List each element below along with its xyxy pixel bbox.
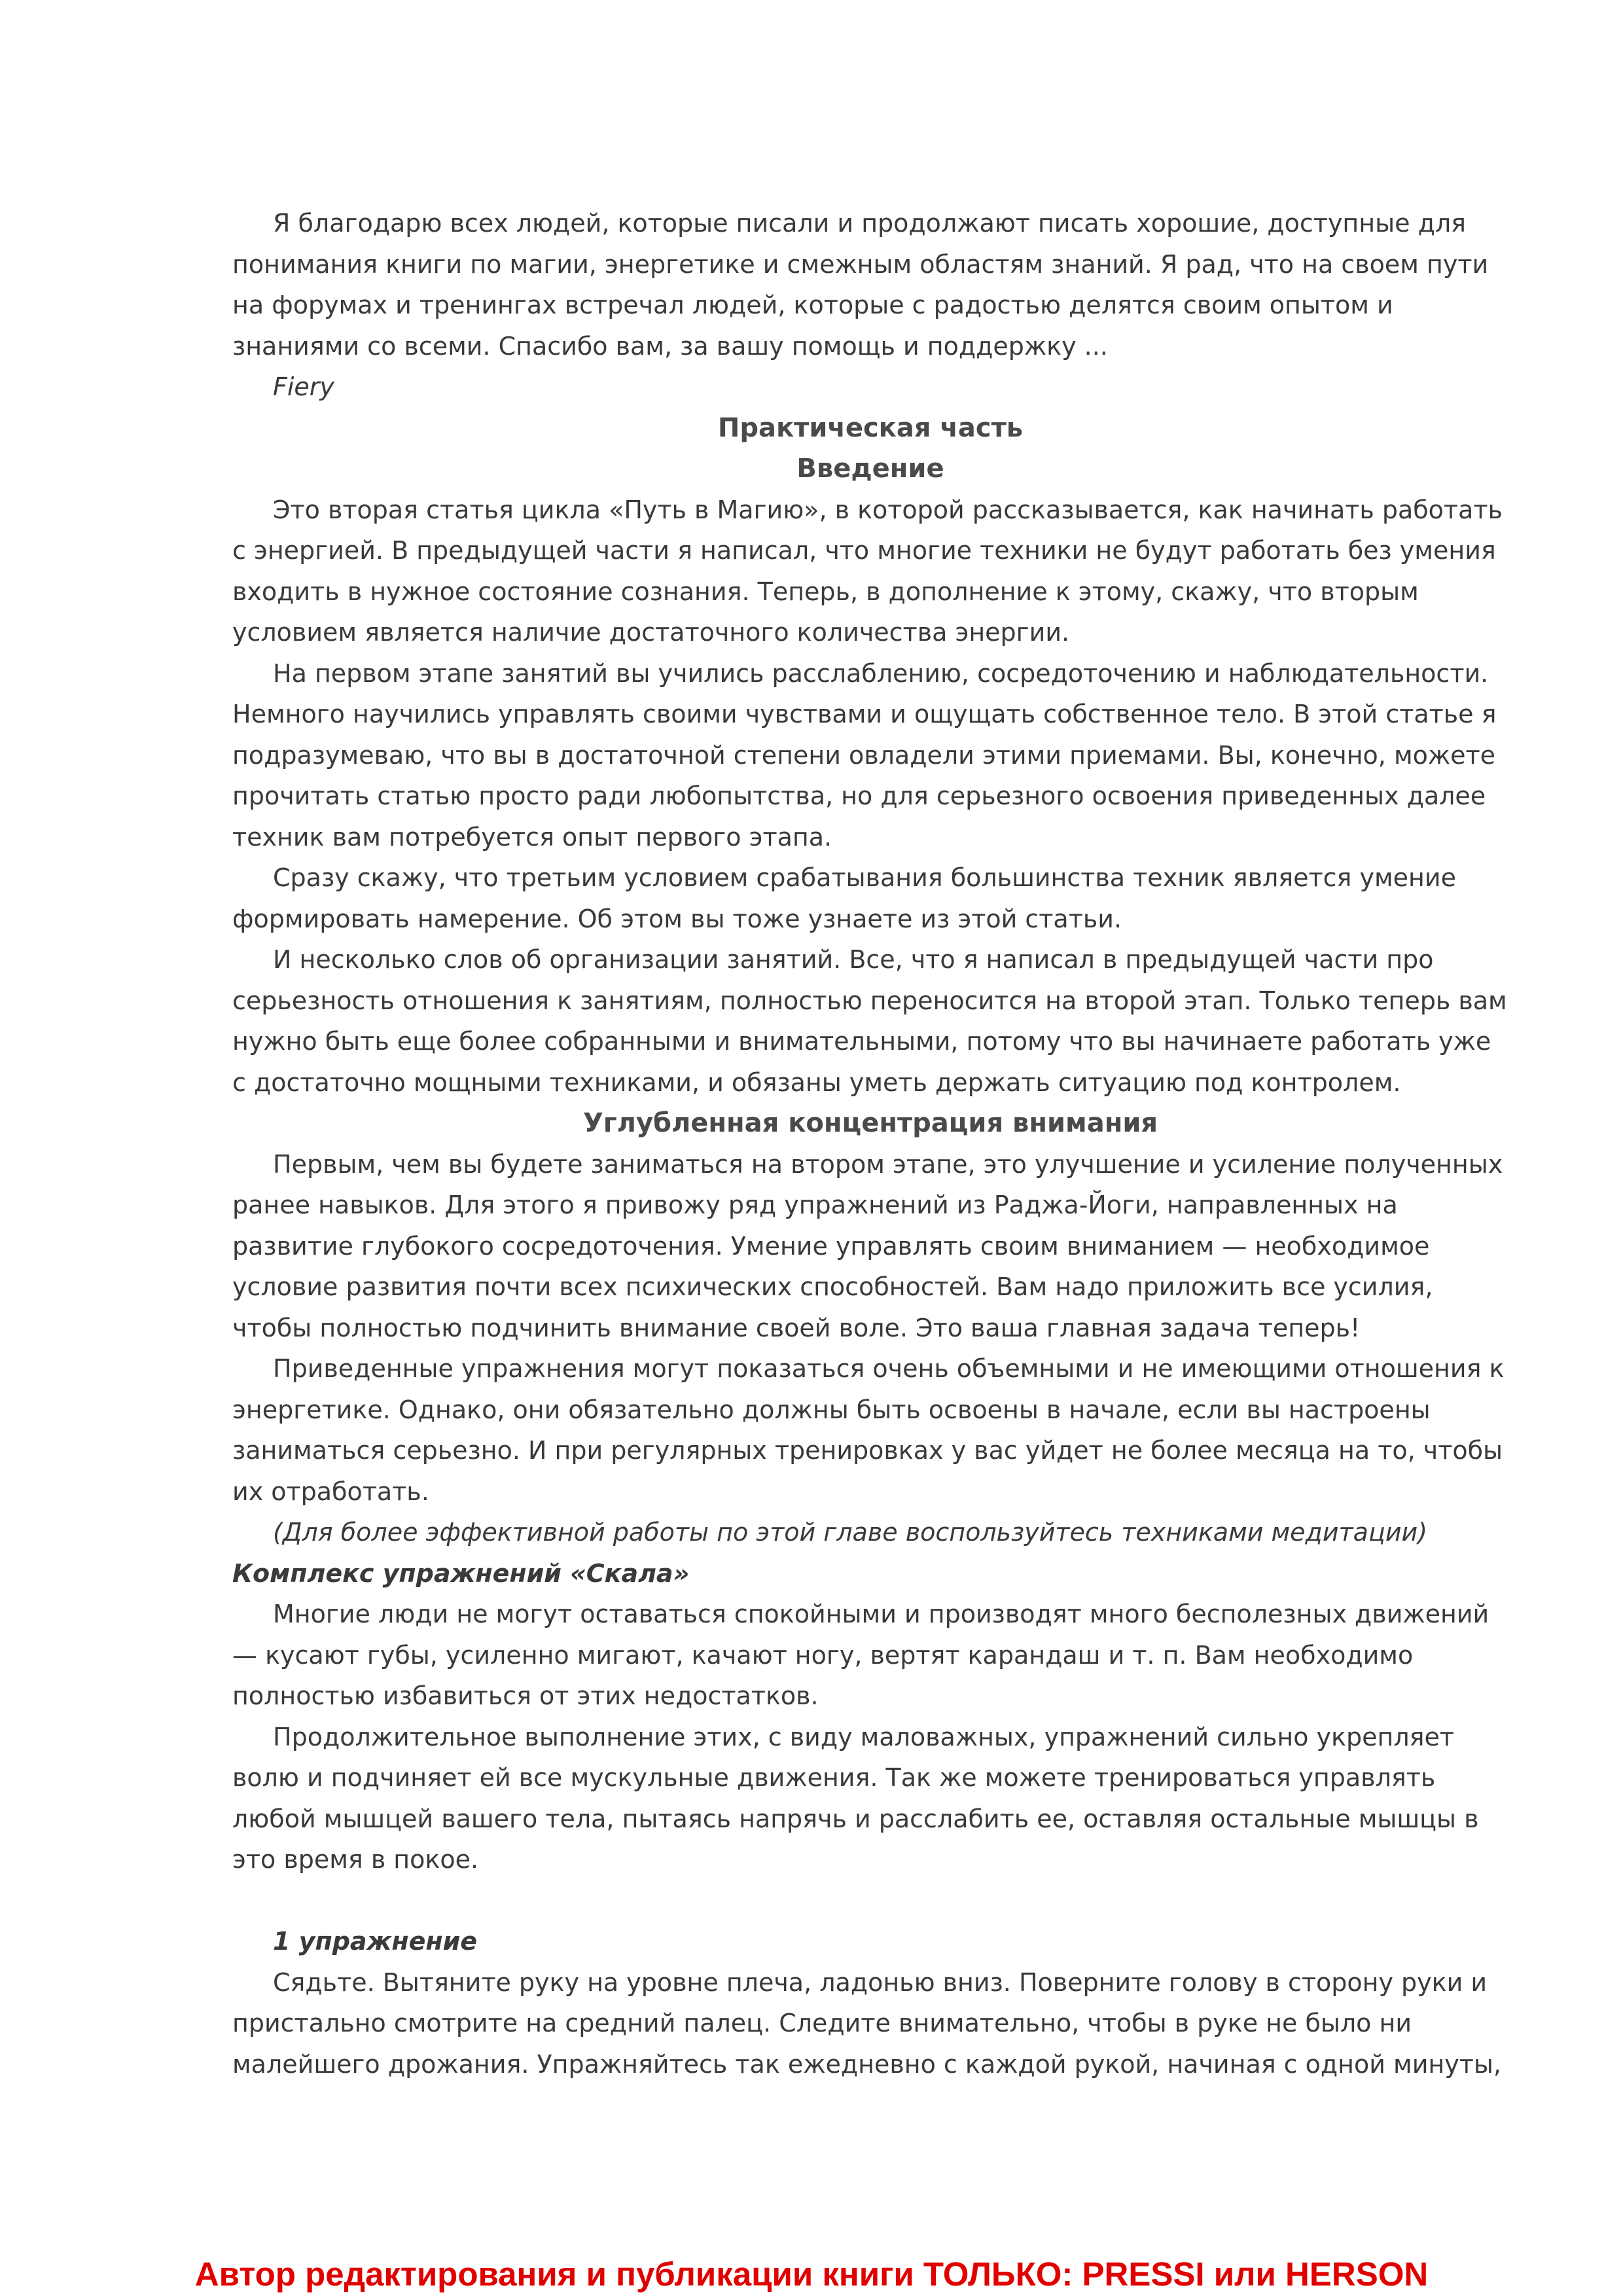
concentration-title: Углубленная концентрация внимания	[582, 1108, 1158, 1138]
document-page	[232, 203, 1508, 2085]
complex-paragraph: Многие люди не могут оставаться спокойными и производят много бесполезных движений — кусают губы, усиленно мигают, качают ногу, вертят карандаш и т. п. Вам необходимо полностью избавиться от этих недостатков.	[232, 1600, 1489, 1710]
introduction-title: Введение	[796, 454, 944, 484]
acknowledgement-paragraph: Я благодарю всех людей, которые писали и продолжают писать хорошие, доступные для понимания книги по магии, энергетике и смежным областям знаний. Я рад, что на своем пути на форумах и тренингах встречал людей, которые с радостью делятся своим опытом и знаниями со всеми. Спасибо вам, за вашу помощь и поддержку ...	[232, 209, 1489, 361]
complex-paragraph: Продолжительное выполнение этих, с виду маловажных, упражнений сильно укрепляет волю и подчиняет ей все мускульные движения. Так же можете тренироваться управлять любой мышцей вашего тела, пытаясь напрячь и расслабить ее, оставляя остальные мышцы в это время в покое.	[232, 1722, 1479, 1874]
meditation-note: (Для более эффективной работы по этой главе воспользуйтесь техниками медитации)	[273, 1518, 1428, 1547]
concentration-paragraph: Приведенные упражнения могут показаться очень объемными и не имеющими отношения к энергетике. Однако, они обязательно должны быть освоены в начале, если вы настроены заниматься серьезно. И при регулярных тренировках у вас уйдет не более месяца на то, чтобы их отработать.	[232, 1354, 1505, 1506]
intro-paragraph: На первом этапе занятий вы учились расслаблению, сосредоточению и наблюдательности. Немного научились управлять своими чувствами и ощущать собственное тело. В этой статье я подразумеваю, что вы в достаточной степени овладели этими приемами. Вы, конечно, можете прочитать статью просто ради любопытства, но для серьезного освоения приведенных далее техник вам потребуется опыт первого этапа.	[232, 658, 1497, 852]
exercise-1-paragraph: Сядьте. Вытяните руку на уровне плеча, ладонью вниз. Поверните голову в сторону руки и пристально смотрите на средний палец. Следите внимательно, чтобы в руке не было ни малейшего дрожания. Упражняйтесь так ежедневно с каждой рукой, начиная с одной минуты,	[232, 1967, 1501, 2079]
intro-paragraph: Сразу скажу, что третьим условием срабатывания большинства техник является умение формировать намерение. Об этом вы тоже узнаете из этой статьи.	[232, 863, 1456, 933]
publisher-footer: Автор редактирования и публикации книги ТОЛЬКО: PRESSI или HERSON	[194, 2255, 1429, 2293]
intro-paragraph: Это вторая статья цикла «Путь в Магию», в которой рассказывается, как начинать работать с энергией. В предыдущей части я написал, что многие техники не будут работать без умения входить в нужное состояние сознания. Теперь, в дополнение к этому, скажу, что вторым условием является наличие достаточного количества энергии.	[232, 495, 1503, 647]
concentration-paragraph: Первым, чем вы будете заниматься на втором этапе, это улучшение и усиление полученных ранее навыков. Для этого я привожу ряд упражнений из Раджа-Йоги, направленных на развитие глубокого сосредоточения. Умение управлять своим вниманием — необходимое условие развития почти всех психических способностей. Вам надо приложить все усилия, чтобы полностью подчинить внимание своей воле. Это ваша главная задача теперь!	[232, 1149, 1503, 1342]
section-title: Практическая часть	[717, 412, 1024, 443]
blank-line	[232, 1880, 1508, 1922]
signature: Fiery	[273, 372, 334, 401]
exercise-1-title: 1 упражнение	[273, 1927, 478, 1956]
intro-paragraph: И несколько слов об организации занятий. Все, что я написал в предыдущей части про серьезность отношения к занятиям, полностью переносится на второй этап. Только теперь вам нужно быть еще более собранными и внимательными, потому что вы начинаете работать уже с достаточно мощными техниками, и обязаны уметь держать ситуацию под контролем.	[232, 945, 1507, 1097]
complex-title: Комплекс упражнений «Скала»	[232, 1558, 690, 1588]
